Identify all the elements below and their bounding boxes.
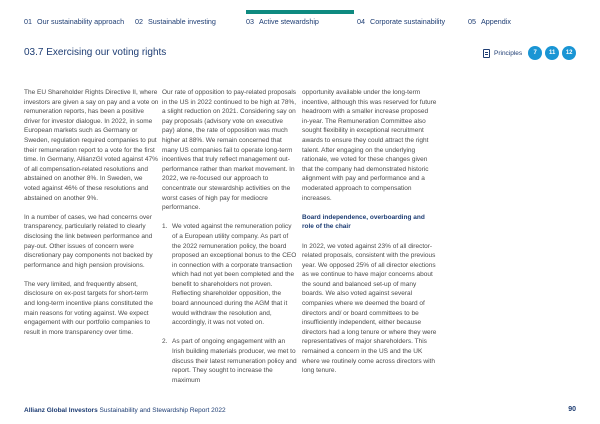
nav-item-sustainability-approach[interactable]: 01 Our sustainability approach [24,17,125,26]
text-column-2 [162,88,297,395]
nav-item-active-stewardship[interactable]: 03 Active stewardship [246,17,319,26]
top-navigation [0,0,600,30]
principles-reference [483,46,579,60]
text-column-1 [24,88,159,347]
active-section-indicator [246,10,354,14]
principles-label: Principles [494,49,523,57]
paragraph: The EU Shareholder Rights Directive II, where investors are given a say on pay and a vote on remuneration reports, has been a positive driver for investor dialogue. In 2022, in some European markets such as Germany or Sweden, regulation required companies to put their remuneration report to a vote for the first time. In Germany, AllianzGI voted against 47% of all compensation-related resolutions and abstained on another 8%. In Sweden, we voted against 46% of these resolutions and abstained on another 9%. [24,89,159,202]
principle-badge-11[interactable]: 11 [545,46,559,60]
paragraph: In 2022, we voted against 23% of all director-related proposals, consistent with the previous year. We opposed 25% of all director elections as we continue to have major concerns about the sound and balanced set-up of many boards. We also voted against several companies where we deemed the board of directors and/ or board committees to be insufficiently independent, either because directors had a long tenure or where they were representatives of major shareholders. This remained a concern in the US and the UK where we routinely come across directors with long tenure. [302,242,437,375]
list-item [162,337,297,385]
page-number: 90 [568,406,576,413]
principle-badge-12[interactable]: 12 [562,46,576,60]
text-column-3 [302,88,437,385]
book-icon [483,49,490,58]
footer-brand: Allianz Global Investors [24,407,98,414]
footer [24,407,226,414]
principle-badge-7[interactable]: 7 [528,46,542,60]
nav-item-corporate-sustainability[interactable]: 04 Corporate sustainability [357,17,446,26]
paragraph: opportunity available under the long-term incentive, although this was reserved for future headroom with a smaller increase proposed in-year. The Remuneration Committee also sought flexibility in exceptional recruitment awards to ensure they could attract the right talent. After engaging on the underlying rationale, we voted for these changes given that the company had demonstrated historic alignment with pay and performance and a moderated approach to compensation increases. [302,89,437,202]
list-text: As part of ongoing engagement with an Irish building materials producer, we met to discuss their latest remuneration policy and report. They sought to increase the maximum [172,338,297,384]
footer-report-title: Sustainability and Stewardship Report 2022 [99,407,226,414]
list-item [162,222,297,328]
list-number: 1. [162,223,168,231]
nav-item-sustainable-investing[interactable]: 02 Sustainable investing [135,17,216,26]
subheading: Board independence, overboarding and role of the chair [302,213,425,231]
list-number: 2. [162,338,168,346]
paragraph: Our rate of opposition to pay-related proposals in the US in 2022 continued to be high at 78%, a slight reduction on 2021. Considering say on pay proposals (advisory vote on executive pay) alone, the rate of opposition was much higher at 88%. We remain concerned that many US companies fail to operate long-term incentives that truly reflect management out-performance rather than market movement. In 2022, we re-focused our approach to concentrate our stewardship activities on the worst cases of high pay for mediocre performance. [162,89,297,212]
paragraph: The very limited, and frequently absent, disclosure on ex-post targets for short-term and long-term incentive plans constituted the main reasons for voting against. We expect engagement with our portfolio companies to result in more transparency over time. [24,280,153,336]
paragraph: In a number of cases, we had concerns over transparency, particularly related to clearly disclosing the link between performance and pay-out. Other issues of concern were discretionary pay components not backed by performance and high pension provisions. [24,213,153,269]
list-text: We voted against the remuneration policy of a European utility company. As part of the 2022 remuneration policy, the board proposed an exceptional bonus to the CEO in connection with a corporate transaction which had not yet been completed and the benefit to shareholders not proven. Reflecting shareholder opposition, the board announced during the AGM that it would withdraw the resolution and, accordingly, it was not voted on. [172,223,297,327]
section-title: 03.7 Exercising our voting rights [24,47,167,58]
nav-item-appendix[interactable]: 05 Appendix [468,17,511,26]
